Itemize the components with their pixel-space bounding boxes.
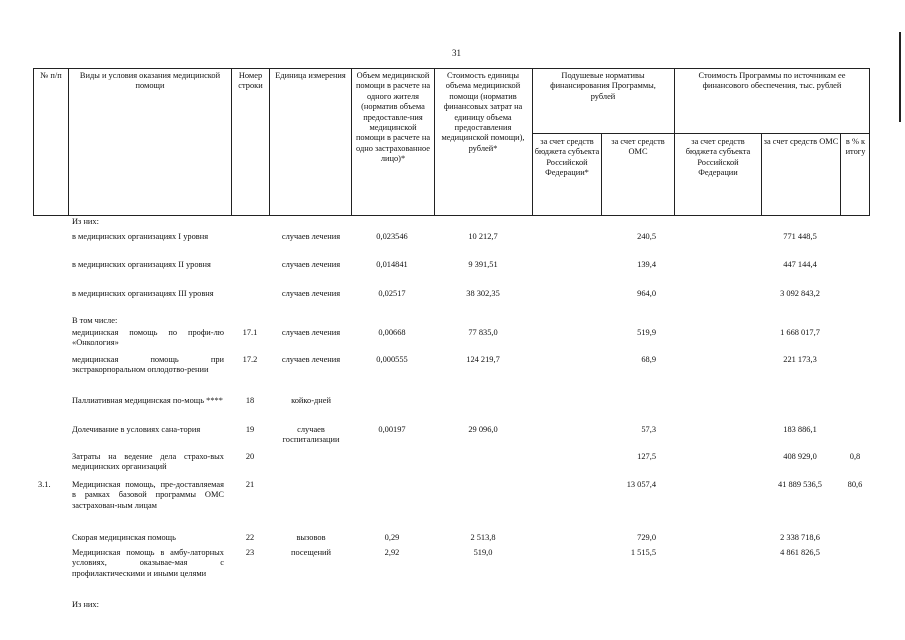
row-volume: 0,00668	[378, 328, 406, 337]
row-unit: случаев лечения	[281, 355, 341, 364]
header-cost: Стоимость единицы объема медицинской помощи (норматив финансовых затрат на единицу объема предоставления медицинской помощи), рублей*	[441, 71, 525, 153]
row-volume: 0,000555	[376, 355, 408, 364]
header-pc-budget: за счет средств бюджета субъекта Российской Федерации*	[534, 137, 600, 178]
header-per-capita: Подушевые нормативы финансирования Программы, рублей	[550, 71, 656, 101]
row-prog-oms: 3 092 843,2	[780, 289, 820, 298]
row-cost: 38 302,35	[466, 289, 500, 298]
row-cost: 29 096,0	[468, 425, 498, 434]
row-unit: случаев лечения	[281, 232, 341, 241]
header-prog-oms: за счет средств ОМС	[763, 137, 839, 146]
row-name: в медицинских организациях I уровня	[72, 232, 209, 241]
row-pc-oms: 964,0	[637, 289, 656, 298]
header-prog-budget: за счет средств бюджета субъекта Российской Федерации	[685, 137, 751, 178]
page-edge-mark	[899, 32, 901, 122]
row-volume: 0,023546	[376, 232, 408, 241]
row-name: Из них:	[72, 600, 99, 609]
row-prog-pct: 0,8	[849, 452, 861, 461]
row-cost: 124 219,7	[466, 355, 500, 364]
row-name: медицинская помощь по профи-лю «Онкология»	[72, 328, 224, 348]
row-unit: койко-дней	[291, 396, 331, 405]
row-unit: случаев госпитализации	[282, 425, 340, 445]
row-pc-oms: 68,9	[641, 355, 656, 364]
row-number: 23	[245, 548, 255, 557]
row-name: Затраты на ведение дела страхо-вых медицинских организаций	[72, 452, 224, 472]
row-prog-oms: 447 144,4	[783, 260, 817, 269]
row-volume: 0,29	[384, 533, 400, 542]
row-pc-oms: 729,0	[637, 533, 656, 542]
row-number: 19	[245, 425, 255, 434]
row-pc-oms: 240,5	[637, 232, 656, 241]
row-name: Медицинская помощь в амбу-латорных условиях, оказывае-мая с профилактическими и иными целями	[72, 548, 224, 578]
row-volume: 0,02517	[378, 289, 406, 298]
row-prog-oms: 4 861 826,5	[780, 548, 820, 557]
row-name: в медицинских организациях III уровня	[72, 289, 214, 298]
row-volume: 0,00197	[378, 425, 406, 434]
row-cost: 77 835,0	[468, 328, 498, 337]
row-cost: 10 212,7	[468, 232, 498, 241]
row-cost: 2 513,8	[470, 533, 496, 542]
header-row-number: Номер строки	[238, 71, 263, 91]
header-program-cost: Стоимость Программы по источникам ее финансового обеспечения, тыс. рублей	[698, 71, 846, 91]
row-pc-oms: 519,9	[637, 328, 656, 337]
row-prog-oms: 2 338 718,6	[780, 533, 820, 542]
header-types: Виды и условия оказания медицинской помощи	[79, 71, 221, 91]
row-unit: случаев лечения	[281, 260, 341, 269]
row-pc-oms: 57,3	[641, 425, 656, 434]
row-number: 17.1	[242, 328, 258, 337]
row-unit: посещений	[290, 548, 332, 557]
row-name: Из них:	[72, 217, 99, 226]
row-name: Скорая медицинская помощь	[72, 533, 176, 542]
header-prog-pct: в % к итогу	[845, 137, 866, 157]
row-pc-oms: 13 057,4	[626, 480, 656, 489]
row-prog-oms: 221 173,3	[783, 355, 817, 364]
header-pc-oms: за счет средств ОМС	[611, 137, 665, 157]
row-prog-oms: 408 929,0	[783, 452, 817, 461]
row-prog-oms: 1 668 017,7	[780, 328, 820, 337]
page-number: 31	[452, 48, 461, 58]
row-volume: 0,014841	[376, 260, 408, 269]
row-prog-oms: 183 886,1	[783, 425, 817, 434]
row-prog-oms: 41 889 536,5	[778, 480, 822, 489]
row-number: 22	[245, 533, 255, 542]
row-num: 3.1.	[38, 480, 51, 489]
row-unit: вызовов	[296, 533, 326, 542]
row-name: в медицинских организациях II уровня	[72, 260, 211, 269]
row-number: 21	[245, 480, 255, 489]
row-volume: 2,92	[384, 548, 400, 557]
row-prog-oms: 771 448,5	[783, 232, 817, 241]
row-number: 20	[245, 452, 255, 461]
header-volume: Объем медицинской помощи в расчете на одного жителя (норматив объема предоставле-ния медицинской помощи в расчете на одно застрахованное лицо)*	[355, 71, 431, 164]
row-unit: случаев лечения	[281, 328, 341, 337]
row-unit: случаев лечения	[281, 289, 341, 298]
header-num: № п/п	[40, 71, 62, 80]
row-cost: 9 391,51	[468, 260, 498, 269]
row-pc-oms: 127,5	[637, 452, 656, 461]
row-prog-pct: 80,6	[847, 480, 863, 489]
row-number: 17.2	[242, 355, 258, 364]
row-name: медицинская помощь при экстракорпоральном оплодотво-рении	[72, 355, 224, 375]
row-name: В том числе:	[72, 316, 118, 325]
row-number: 18	[245, 396, 255, 405]
row-cost: 519,0	[473, 548, 493, 557]
row-pc-oms: 139,4	[637, 260, 656, 269]
row-pc-oms: 1 515,5	[630, 548, 656, 557]
row-name: Паллиативная медицинская по-мощь ****	[72, 396, 223, 405]
row-name: Медицинская помощь, пре-доставляемая в рамках базовой программы ОМС застрахован-ным лицам	[72, 480, 224, 510]
row-name: Долечивание в условиях сана-тория	[72, 425, 201, 434]
header-unit: Единица измерения	[275, 71, 346, 80]
